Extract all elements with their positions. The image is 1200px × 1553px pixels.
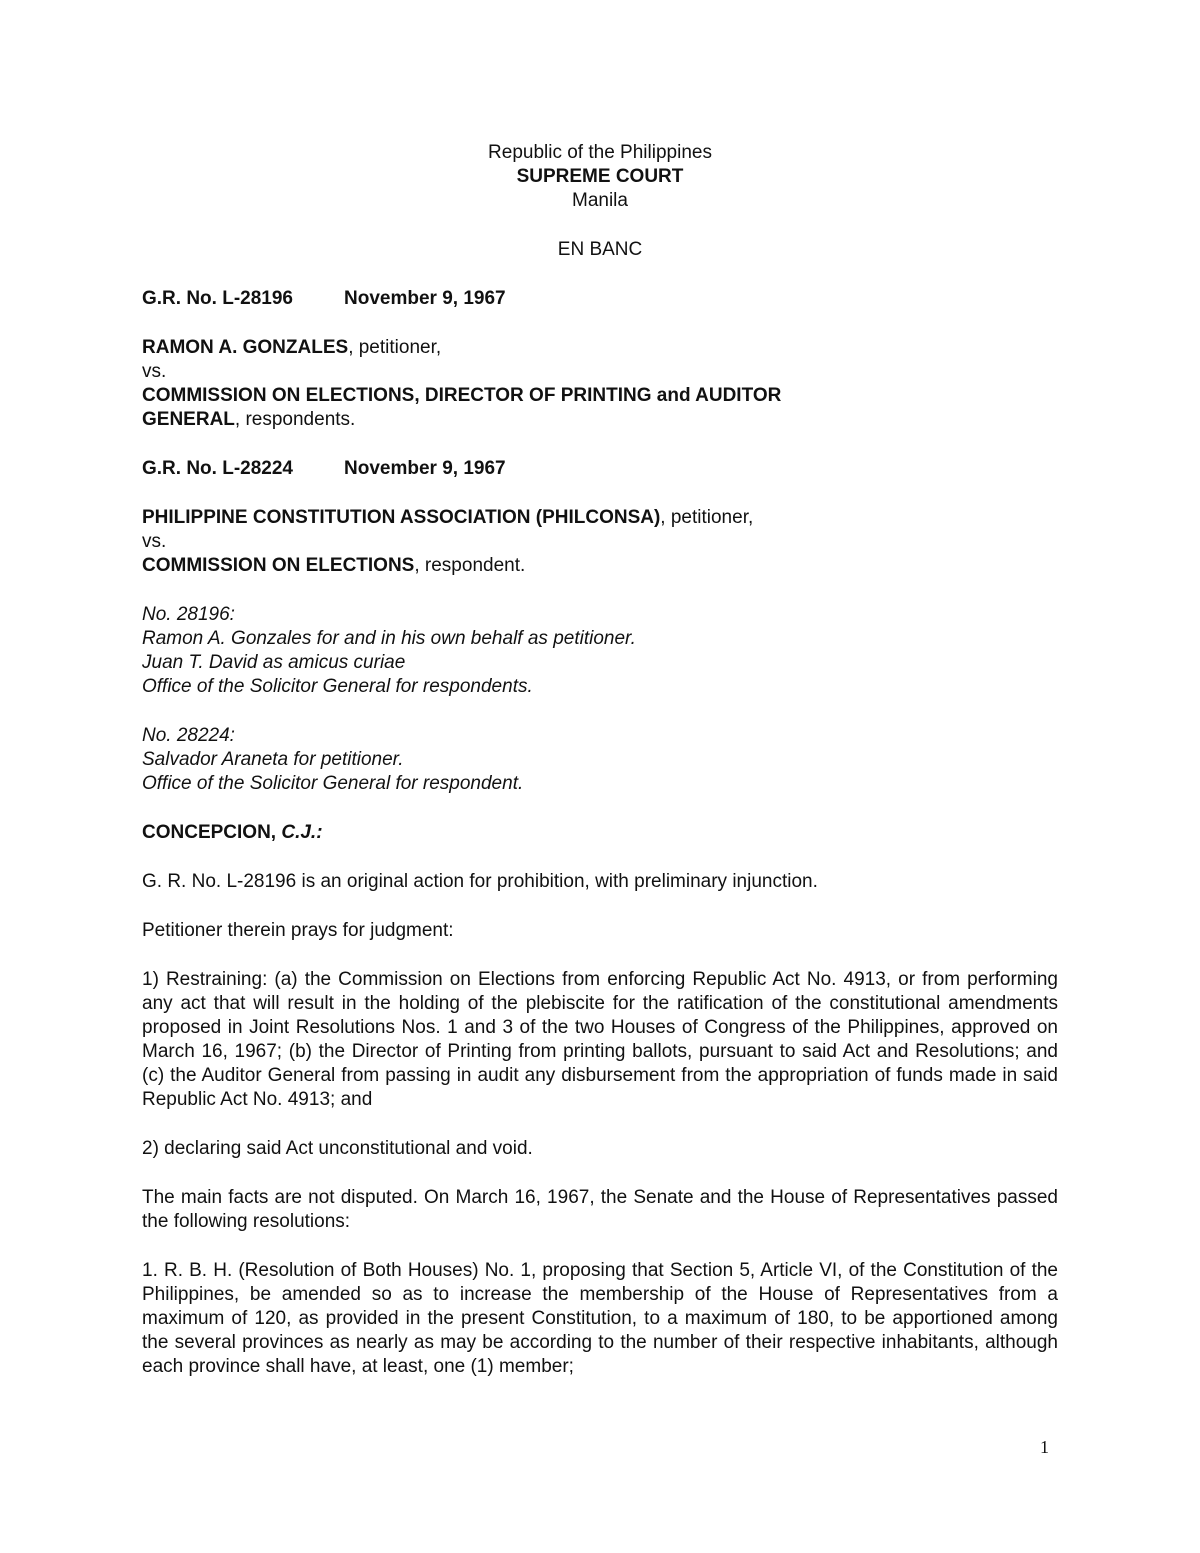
case1-vs: vs. — [142, 361, 167, 382]
case2-petitioner-name: PHILIPPINE CONSTITUTION ASSOCIATION (PHILCONSA) — [142, 507, 661, 528]
case1-respondent-role: , respondents. — [234, 409, 356, 430]
division-label: EN BANC — [557, 239, 643, 260]
case2-date: November 9, 1967 — [344, 458, 506, 479]
case2-gr-line — [142, 457, 1058, 481]
court-header — [142, 141, 1058, 262]
case1-respondent-line1: COMMISSION ON ELECTIONS, DIRECTOR OF PRINTING and AUDITOR — [142, 385, 782, 406]
body-paragraph-2: Petitioner therein prays for judgment: — [142, 920, 454, 941]
ponente-title: C.J.: — [281, 822, 323, 843]
counsel2-label: No. 28224: — [142, 725, 235, 746]
case1-petitioner — [142, 336, 1058, 360]
ponente-name: CONCEPCION, — [142, 822, 277, 843]
case1-respondent-name-line2: GENERAL — [142, 409, 235, 430]
counsel2-line2: Office of the Solicitor General for respondent. — [142, 773, 524, 794]
counsel-block-28196 — [142, 603, 1058, 699]
case2-petitioner — [142, 506, 1058, 530]
case1-petitioner-role: , petitioner, — [348, 337, 442, 358]
body-paragraph-1: G. R. No. L-28196 is an original action for prohibition, with preliminary injunction. — [142, 871, 818, 892]
counsel2-line1: Salvador Araneta for petitioner. — [142, 749, 404, 770]
ponente-line — [142, 821, 1058, 845]
case1-gr-number: G.R. No. L-28196 — [142, 288, 293, 309]
body-paragraph-3: 1) Restraining: (a) the Commission on Elections from enforcing Republic Act No. 4913, or from performing any act that will result in the holding of the plebiscite for the ratification of the constitutional amendments proposed in Joint Resolutions Nos. 1 and 3 of the two Houses of Congress of the Philippines, approved on March 16, 1967; (b) the Director of Printing from printing ballots, pursuant to said Act and Resolutions; and (c) the Auditor General from passing in audit any disbursement from the appropriation of funds made in said Republic Act No. 4913; and — [142, 969, 1058, 1110]
court-name: SUPREME COURT — [516, 166, 684, 187]
case2-respondent — [142, 554, 1058, 578]
republic-line: Republic of the Philippines — [488, 142, 712, 163]
case1-respondent-line2 — [142, 408, 1058, 432]
counsel-block-28224 — [142, 724, 1058, 796]
case1-petitioner-name: RAMON A. GONZALES — [142, 337, 349, 358]
case1-date: November 9, 1967 — [344, 288, 506, 309]
body-paragraph-5: The main facts are not disputed. On March 16, 1967, the Senate and the House of Representatives passed the following resolutions: — [142, 1187, 1058, 1232]
case1-gr-line — [142, 287, 1058, 311]
court-city: Manila — [572, 190, 628, 211]
body-paragraph-6: 1. R. B. H. (Resolution of Both Houses) No. 1, proposing that Section 5, Article VI, of the Constitution of the Philippines, be amended so as to increase the membership of the House of Representatives from a maximum of 120, as provided in the present Constitution, to a maximum of 180, to be apportioned among the several provinces as nearly as may be according to the number of their respective inhabitants, although each province shall have, at least, one (1) member; — [142, 1260, 1058, 1377]
body-paragraph-4: 2) declaring said Act unconstitutional and void. — [142, 1138, 533, 1159]
case2-respondent-role: , respondent. — [414, 555, 526, 576]
page-content — [142, 141, 1058, 1379]
case2-gr-number: G.R. No. L-28224 — [142, 458, 293, 479]
counsel1-line2: Juan T. David as amicus curiae — [142, 652, 406, 673]
case2-vs: vs. — [142, 531, 167, 552]
case2-petitioner-role: , petitioner, — [660, 507, 754, 528]
counsel1-line3: Office of the Solicitor General for respondents. — [142, 676, 533, 697]
page-number: 1 — [1040, 1437, 1049, 1457]
counsel1-line1: Ramon A. Gonzales for and in his own behalf as petitioner. — [142, 628, 636, 649]
case2-respondent-name: COMMISSION ON ELECTIONS — [142, 555, 415, 576]
counsel1-label: No. 28196: — [142, 604, 235, 625]
